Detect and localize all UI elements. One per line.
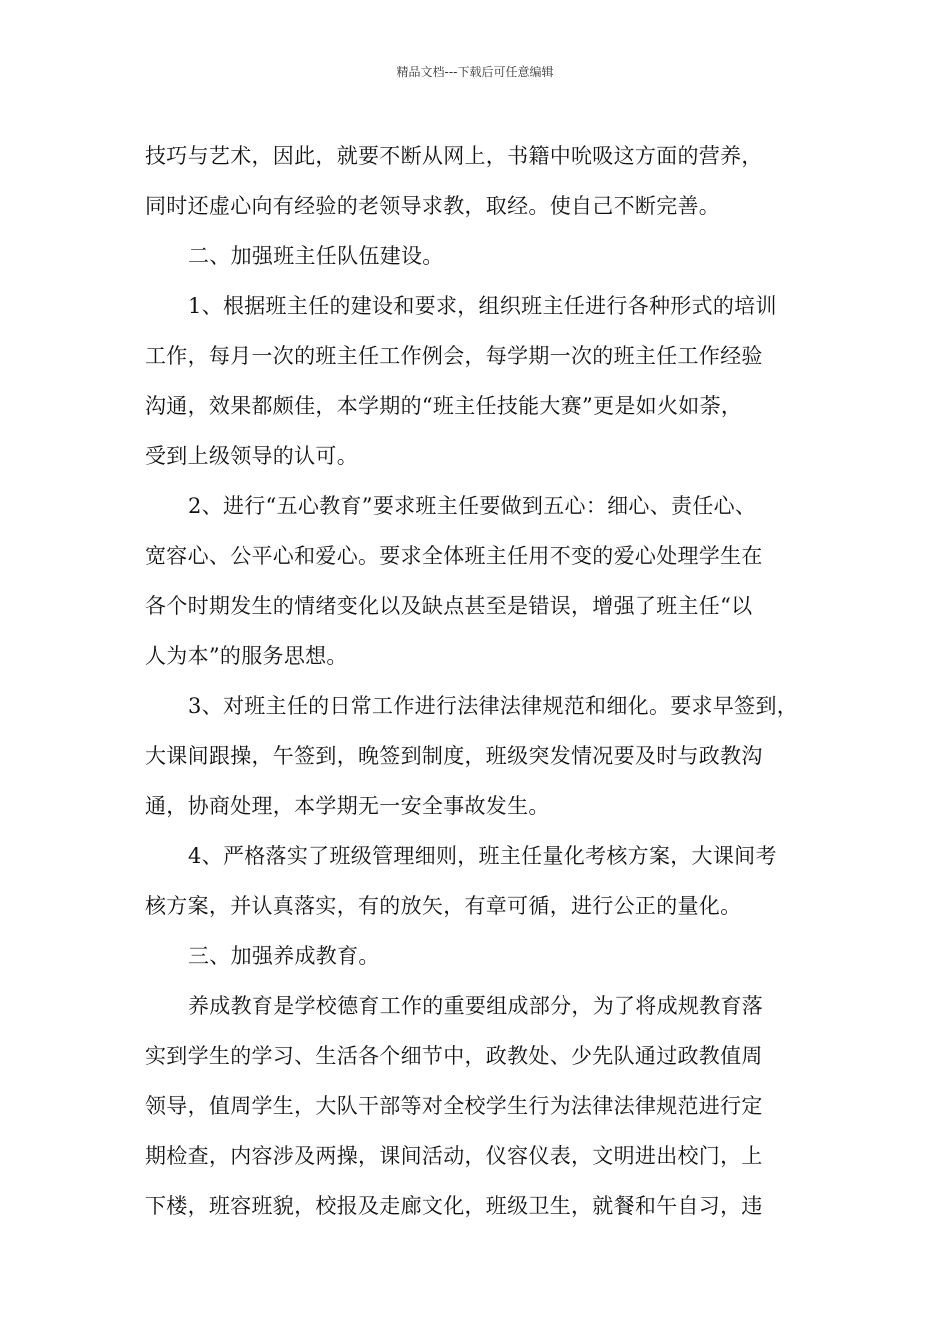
body-line: 通，协商处理，本学期无一安全事故发生。 <box>145 794 550 818</box>
page-header: 精品文档---下载后可任意编辑 <box>396 65 554 79</box>
body-line: 同时还虚心向有经验的老领导求教，取经。使自己不断完善。 <box>145 194 721 218</box>
section-heading: 二、加强班主任队伍建设。 <box>188 244 444 268</box>
body-line: 技巧与艺术，因此，就要不断从网上，书籍中吮吸这方面的营养， <box>145 144 763 168</box>
body-line: 各个时期发生的情绪变化以及缺点甚至是错误，增强了班主任“以 <box>145 594 753 618</box>
body-line: 大课间跟操，午签到，晚签到制度，班级突发情况要及时与政教沟 <box>145 744 763 768</box>
body-line: 2、进行“五心教育”要求班主任要做到五心：细心、责任心、 <box>188 494 757 518</box>
body-line: 养成教育是学校德育工作的重要组成部分，为了将成规教育落 <box>188 994 764 1018</box>
body-line: 期检查，内容涉及两操，课间活动，仪容仪表，文明进出校门，上 <box>145 1144 763 1168</box>
section-heading: 三、加强养成教育。 <box>188 944 380 968</box>
body-line: 沟通，效果都颇佳，本学期的“班主任技能大赛”更是如火如荼， <box>145 394 743 418</box>
document-body <box>145 131 825 1231</box>
body-line: 核方案，并认真落实，有的放矢，有章可循，进行公正的量化。 <box>145 894 742 918</box>
body-line: 宽容心、公平心和爱心。要求全体班主任用不变的爱心处理学生在 <box>145 544 763 568</box>
body-line: 人为本”的服务思想。 <box>145 644 348 668</box>
body-line: 实到学生的学习、生活各个细节中，政教处、少先队通过政教值周 <box>145 1044 763 1068</box>
body-line: 领导，值周学生，大队干部等对全校学生行为法律法律规范进行定 <box>145 1094 763 1118</box>
body-line: 受到上级领导的认可。 <box>145 444 358 468</box>
body-line: 下楼，班容班貌，校报及走廊文化，班级卫生，就餐和午自习，违 <box>145 1194 763 1218</box>
body-line: 1、根据班主任的建设和要求，组织班主任进行各种形式的培训 <box>188 294 777 318</box>
body-line: 4、严格落实了班级管理细则，班主任量化考核方案，大课间考 <box>188 844 777 868</box>
body-line: 工作，每月一次的班主任工作例会，每学期一次的班主任工作经验 <box>145 344 763 368</box>
body-line: 3、对班主任的日常工作进行法律法律规范和细化。要求早签到， <box>188 694 799 718</box>
